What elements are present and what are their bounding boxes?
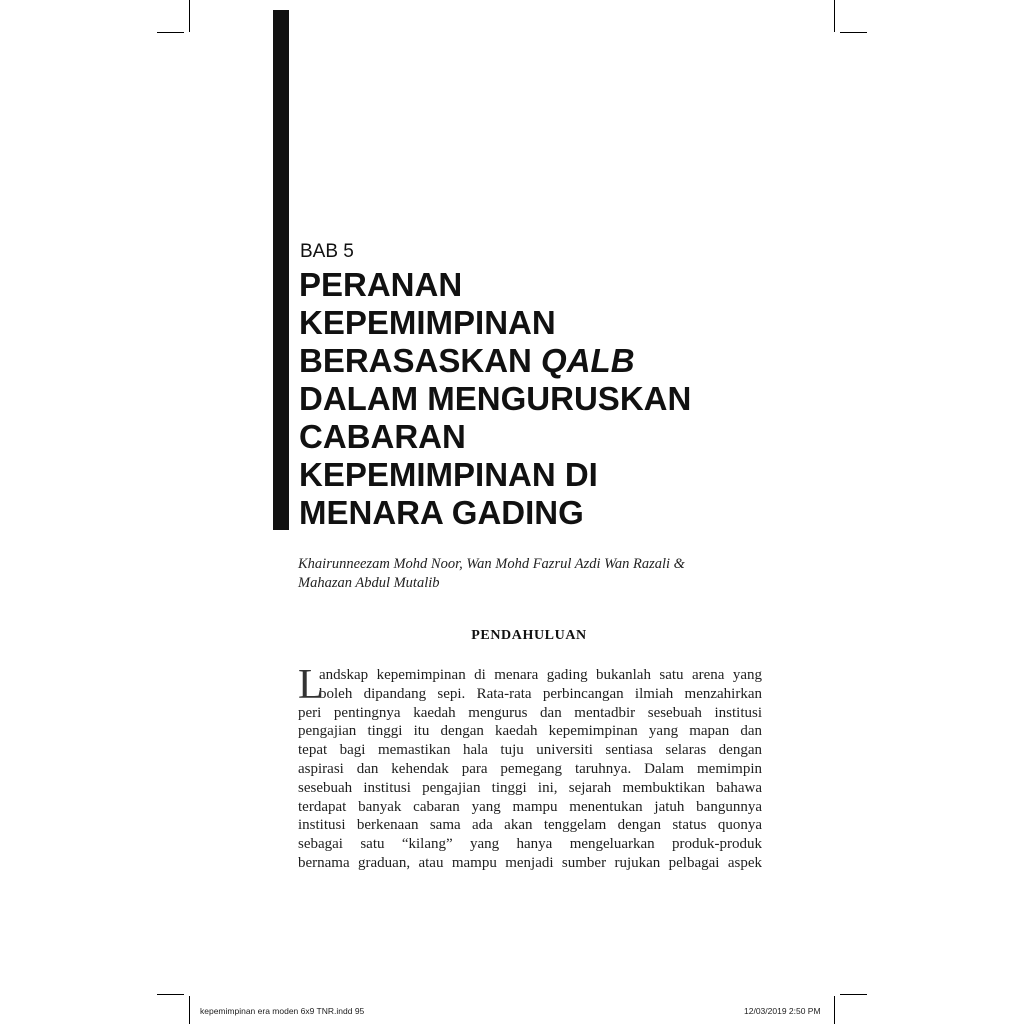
authors-line: Mahazan Abdul Mutalib (298, 575, 440, 591)
authors (298, 555, 768, 593)
crop-mark (157, 994, 184, 995)
body-line: sebagai satu “kilang” yang hanya mengeluarkan produk-produk (298, 836, 762, 853)
body-line: pengajian tinggi itu dengan kaedah kepemimpinan yang mapan dan (298, 723, 762, 740)
title-line: PERANAN (299, 266, 463, 303)
drop-cap: L (298, 662, 324, 708)
slug-filename: kepemimpinan era moden 6x9 TNR.indd 95 (200, 1006, 365, 1016)
title-line: BERASASKAN QALB (299, 342, 635, 379)
section-heading: PENDAHULUAN (471, 628, 587, 643)
body-line: peri pentingnya kaedah mengurus dan mentadbir sesebuah institusi (298, 704, 762, 721)
body-line: institusi berkenaan sama ada akan tenggelam dengan status quonya (298, 817, 762, 834)
body-line: boleh dipandang sepi. Rata-rata perbincangan ilmiah menzahirkan (319, 685, 762, 702)
body-paragraph (298, 662, 762, 873)
crop-mark (834, 0, 835, 32)
body-line: tepat bagi memastikan hala tuju universiti sentiasa selaras dengan (298, 742, 762, 759)
crop-mark (834, 996, 835, 1024)
body-line: aspirasi dan kehendak para pemegang taruhnya. Dalam memimpin (298, 760, 762, 777)
crop-mark (840, 994, 867, 995)
crop-mark (189, 996, 190, 1024)
title-line: KEPEMIMPINAN DI (299, 456, 598, 493)
title-line: MENARA GADING (299, 494, 584, 531)
body-line: terdapat banyak cabaran yang mampu menentukan jatuh bangunnya (298, 798, 762, 815)
chapter-accent-bar (273, 10, 289, 530)
title-line: CABARAN (299, 418, 466, 455)
crop-mark (840, 32, 867, 33)
chapter-number: BAB 5 (300, 241, 354, 262)
title-line: DALAM MENGURUSKAN (299, 380, 692, 417)
body-line: sesebuah institusi pengajian tinggi ini, sejarah membuktikan bahawa (298, 779, 762, 796)
crop-mark (189, 0, 190, 32)
title-emphasis: QALB (541, 342, 635, 379)
chapter-title (299, 266, 779, 532)
crop-mark (157, 32, 184, 33)
body-line: bernama graduan, atau mampu menjadi sumber rujukan pelbagai aspek (298, 854, 762, 871)
title-line: KEPEMIMPINAN (299, 304, 556, 341)
slug-datetime: 12/03/2019 2:50 PM (744, 1006, 821, 1016)
authors-line: Khairunneezam Mohd Noor, Wan Mohd Fazrul Azdi Wan Razali & (298, 556, 685, 572)
body-line: andskap kepemimpinan di menara gading bukanlah satu arena yang (319, 667, 762, 683)
